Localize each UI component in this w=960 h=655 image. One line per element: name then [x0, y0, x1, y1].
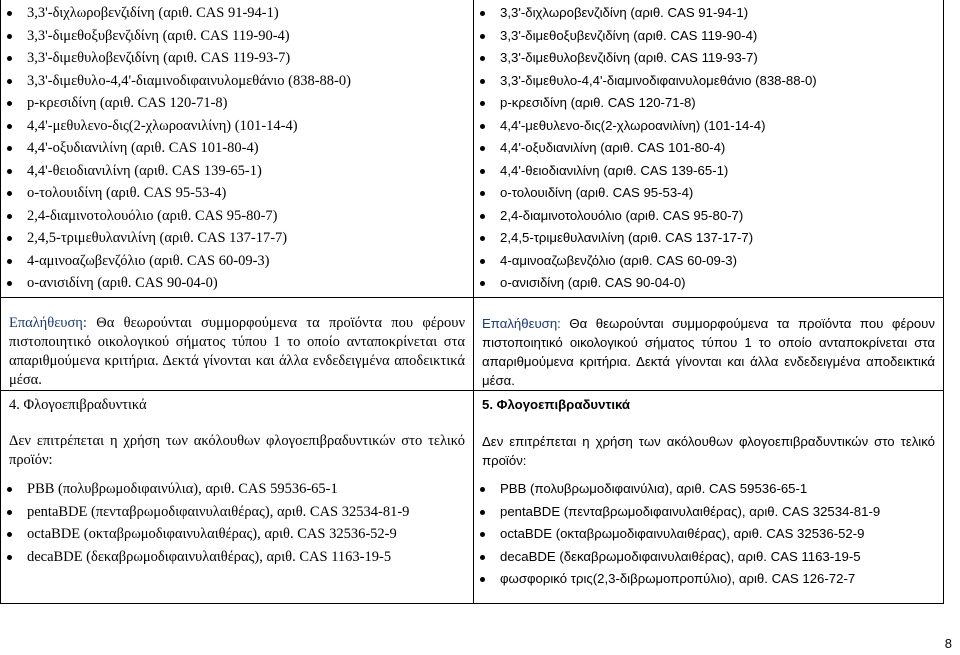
- list-item: 4-αμινοαζωβενζόλιο (αριθ. CAS 60-09-3): [1, 250, 473, 273]
- right-section-title: 5. Φλογοεπιβραδυντικά: [482, 397, 631, 412]
- list-item: φωσφορικό τρις(2,3-διβρωμοπροπύλιο), αριθ. CAS 126-72-7: [474, 568, 943, 591]
- list-item: 4,4'-θειοδιανιλίνη (αριθ. CAS 139-65-1): [1, 160, 473, 183]
- list-item: decaBDE (δεκαβρωμοδιφαινυλαιθέρας), αριθ. CAS 1163-19-5: [1, 546, 473, 569]
- left-flame-cell: [1, 391, 474, 604]
- list-item: p-κρεσιδίνη (αριθ. CAS 120-71-8): [474, 92, 943, 115]
- flame-retardants-row: [1, 391, 944, 604]
- list-item: pentaBDE (πενταβρωμοδιφαινυλαιθέρας), αριθ. CAS 32534-81-9: [1, 501, 473, 524]
- right-flame-list: [474, 478, 943, 591]
- left-verification-label: Επαλήθευση:: [9, 315, 87, 331]
- list-item: 4,4'-μεθυλενο-δις(2-χλωροανιλίνη) (101-14-4): [474, 115, 943, 138]
- list-item: 3,3'-διμεθυλο-4,4'-διαμινοδιφαινυλομεθάνιο (838-88-0): [1, 70, 473, 93]
- list-item: PBB (πολυβρωμοδιφαινύλια), αριθ. CAS 59536-65-1: [1, 478, 473, 501]
- list-item: 4,4'-μεθυλενο-δις(2-χλωροανιλίνη) (101-14-4): [1, 115, 473, 138]
- right-amines-list: [474, 2, 943, 295]
- left-amines-cell: [1, 0, 474, 298]
- list-item: 3,3'-διχλωροβενζιδίνη (αριθ. CAS 91-94-1): [474, 2, 943, 25]
- left-amines-list: [1, 2, 473, 295]
- list-item: 3,3'-διμεθοξυβενζιδίνη (αριθ. CAS 119-90-4): [1, 25, 473, 48]
- list-item: 3,3'-διμεθοξυβενζιδίνη (αριθ. CAS 119-90-4): [474, 25, 943, 48]
- list-item: 3,3'-διμεθυλοβενζιδίνη (αριθ. CAS 119-93-7): [474, 47, 943, 70]
- list-item: p-κρεσιδίνη (αριθ. CAS 120-71-8): [1, 92, 473, 115]
- list-item: 2,4,5-τριμεθυλανιλίνη (αριθ. CAS 137-17-7): [1, 227, 473, 250]
- verification-row: [1, 298, 944, 391]
- page-number: 8: [944, 636, 952, 651]
- list-item: octaBDE (οκταβρωμοδιφαινυλαιθέρας), αριθ. CAS 32536-52-9: [1, 523, 473, 546]
- list-item: 4-αμινοαζωβενζόλιο (αριθ. CAS 60-09-3): [474, 250, 943, 273]
- list-item: 2,4-διαμινοτολουόλιο (αριθ. CAS 95-80-7): [474, 205, 943, 228]
- left-verification-cell: [1, 298, 474, 391]
- list-item: 3,3'-διμεθυλοβενζιδίνη (αριθ. CAS 119-93-7): [1, 47, 473, 70]
- right-verification-note: [482, 314, 935, 390]
- list-item: pentaBDE (πενταβρωμοδιφαινυλαιθέρας), αριθ. CAS 32534-81-9: [474, 501, 943, 524]
- list-item: ο-ανισιδίνη (αριθ. CAS 90-04-0): [474, 272, 943, 295]
- left-section-intro: Δεν επιτρέπεται η χρήση των ακόλουθων φλογοεπιβραδυντικών στο τελικό προϊόν:: [9, 433, 465, 468]
- right-flame-cell: [474, 391, 944, 604]
- list-item: ο-ανισιδίνη (αριθ. CAS 90-04-0): [1, 272, 473, 295]
- list-item: ο-τολουιδίνη (αριθ. CAS 95-53-4): [1, 182, 473, 205]
- left-verification-note: [9, 314, 465, 390]
- list-item: 4,4'-οξυδιανιλίνη (αριθ. CAS 101-80-4): [474, 137, 943, 160]
- list-item: 2,4,5-τριμεθυλανιλίνη (αριθ. CAS 137-17-7): [474, 227, 943, 250]
- list-item: ο-τολουιδίνη (αριθ. CAS 95-53-4): [474, 182, 943, 205]
- right-amines-cell: [474, 0, 944, 298]
- list-item: decaBDE (δεκαβρωμοδιφαινυλαιθέρας), αριθ. CAS 1163-19-5: [474, 546, 943, 569]
- left-flame-list: [1, 478, 473, 568]
- right-verification-cell: [474, 298, 944, 391]
- right-verification-label: Επαλήθευση:: [482, 316, 561, 331]
- list-item: 3,3'-διμεθυλο-4,4'-διαμινοδιφαινυλομεθάνιο (838-88-0): [474, 70, 943, 93]
- left-section-title: 4. Φλογοεπιβραδυντικά: [9, 397, 147, 413]
- list-item: 2,4-διαμινοτολουόλιο (αριθ. CAS 95-80-7): [1, 205, 473, 228]
- right-verification-text: Θα θεωρούνται συμμορφούμενα τα προϊόντα που φέρουν πιστοποιητικό οικολογικού σήματος τύπου 1 το οποίο ανταποκρίνεται στα απαριθμούμενα κριτήρια. Δεκτά γίνονται και άλλα ενδεδειγμένα αποδεικτικά μέσα.: [482, 316, 935, 388]
- right-section-intro: Δεν επιτρέπεται η χρήση των ακόλουθων φλογοεπιβραδυντικών στο τελικό προϊόν:: [482, 434, 935, 468]
- list-item: octaBDE (οκταβρωμοδιφαινυλαιθέρας), αριθ. CAS 32536-52-9: [474, 523, 943, 546]
- list-item: 4,4'-οξυδιανιλίνη (αριθ. CAS 101-80-4): [1, 137, 473, 160]
- list-item: 3,3'-διχλωροβενζιδίνη (αριθ. CAS 91-94-1): [1, 2, 473, 25]
- amines-row: [1, 0, 944, 298]
- list-item: 4,4'-θειοδιανιλίνη (αριθ. CAS 139-65-1): [474, 160, 943, 183]
- list-item: PBB (πολυβρωμοδιφαινύλια), αριθ. CAS 59536-65-1: [474, 478, 943, 501]
- left-verification-text: Θα θεωρούνται συμμορφούμενα τα προϊόντα που φέρουν πιστοποιητικό οικολογικού σήματος τύπου 1 το οποίο ανταποκρίνεται στα απαριθμούμενα κριτήρια. Δεκτά γίνονται και άλλα ενδεδειγμένα αποδεικτικά μέσα.: [9, 315, 465, 388]
